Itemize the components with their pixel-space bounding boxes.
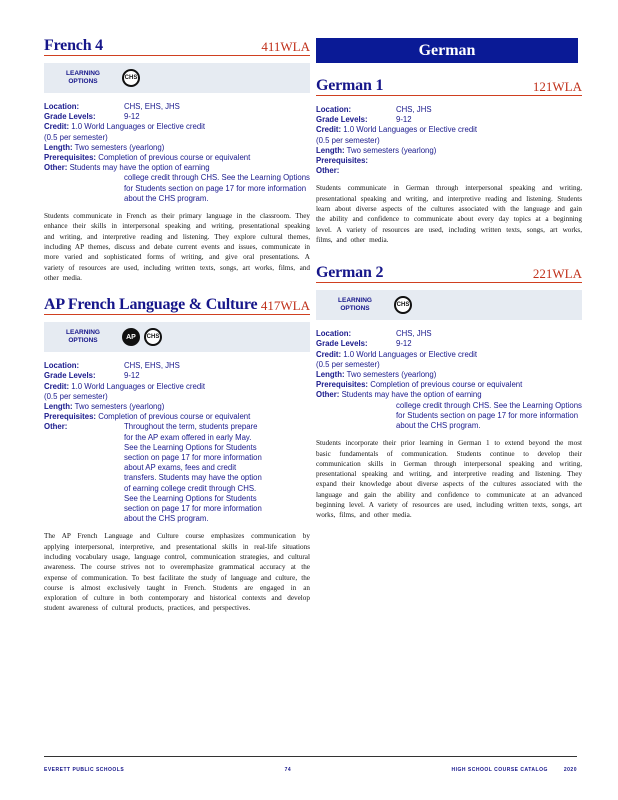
length-value: Two semesters (yearlong) bbox=[346, 370, 437, 380]
length-label: Length: bbox=[316, 145, 345, 155]
footer-right bbox=[452, 767, 577, 773]
badges bbox=[118, 69, 140, 87]
chs-badge-icon: CHS bbox=[122, 69, 140, 87]
french4-learning-options bbox=[44, 63, 310, 93]
grade-label: Grade Levels: bbox=[316, 339, 368, 349]
length-label: Length: bbox=[316, 370, 345, 380]
length-value: Two semesters (yearlong) bbox=[346, 145, 437, 155]
other-label: Other: bbox=[316, 390, 340, 400]
apfrench-info bbox=[44, 361, 310, 524]
credit-label: Credit: bbox=[316, 125, 342, 135]
prereq-label: Prerequisites: bbox=[316, 380, 369, 390]
page-footer bbox=[44, 756, 577, 773]
grade-label: Grade Levels: bbox=[44, 112, 96, 122]
credit-value: 1.0 World Languages or Elective credit bbox=[71, 381, 206, 391]
german-banner: German bbox=[316, 38, 578, 63]
credit-note: (0.5 per semester) bbox=[44, 132, 108, 142]
prereq-value: Completion of previous course or equivalent bbox=[98, 153, 251, 163]
footer-catalog: HIGH SCHOOL COURSE CATALOG bbox=[451, 767, 548, 773]
apfrench-header bbox=[44, 289, 310, 315]
footer-year: 2020 bbox=[563, 767, 577, 773]
french4-info bbox=[44, 102, 310, 204]
grade-label: Grade Levels: bbox=[44, 371, 96, 381]
apfrench-title: AP French Language & Culture bbox=[44, 296, 258, 314]
french4-header bbox=[44, 30, 310, 56]
credit-value: 1.0 World Languages or Elective credit bbox=[71, 122, 206, 132]
german1-header bbox=[316, 70, 582, 96]
badges bbox=[390, 296, 412, 314]
german2-code: 221WLA bbox=[532, 266, 582, 282]
ap-badge-icon: AP bbox=[122, 328, 140, 346]
french4-code: 411WLA bbox=[261, 39, 310, 54]
grade-value: 9-12 bbox=[396, 115, 412, 125]
prereq-value: Completion of previous course or equivalent bbox=[98, 412, 251, 422]
german2-header bbox=[316, 257, 582, 283]
footer-page-number: 74 bbox=[284, 767, 292, 773]
location-label: Location: bbox=[44, 361, 80, 371]
german1-description: Students communicate in German through interpersonal speaking and writing, presentational speaking and writing, and interpretive reading and listening. Students learn about diverse aspects of the cultures associated with the language and gain the ability and confidence to communicate about every day topics at a beginning level. A variety of resources are used, including written texts, songs, art works, films, and other media. bbox=[316, 184, 582, 244]
location-value: CHS, EHS, JHS bbox=[124, 361, 180, 371]
learning-options-label: LEARNING OPTIONS bbox=[66, 70, 100, 85]
learning-options-label: LEARNING OPTIONS bbox=[66, 329, 100, 345]
learning-options-label: LEARNING OPTIONS bbox=[338, 297, 372, 313]
french4-description: Students communicate in French as their primary language in the classroom. They enhance their skills in interpersonal speaking and writing, presentational speaking and writing, and interpretive reading and listening. They explore cultural themes, including AP themes, discuss and debate current events and issues, communicate in more varied and sophisticated forms of writing, and give oral presentations. A variety of resources are used, including written texts, songs, art works, films, and other media. bbox=[44, 212, 310, 282]
german2-learning-options bbox=[316, 290, 582, 320]
german2-info bbox=[316, 329, 582, 431]
german2-title: German 2 bbox=[316, 264, 384, 282]
apfrench-description: The AP French Language and Culture course emphasizes communication by applying interpersonal, interpretive, and presentational skills in real-life situations including vocabulary usage, language control, communication strategies, and cultural awareness. The course strives not to overemphasize grammatical accuracy at the expense of communication. To best facilitate the study of language and culture, the course is almost exclusively taught in French. Students are engaged in an exploration of culture in both contemporary and historical contexts and develop student awareness of cultural products, practices, and perspectives. bbox=[44, 532, 310, 613]
other-rest: college credit through CHS. See the Learning Options for Students section on page 17 for more information about the CHS program. bbox=[124, 173, 310, 203]
credit-label: Credit: bbox=[316, 349, 342, 359]
credit-value: 1.0 World Languages or Elective credit bbox=[343, 349, 478, 359]
grade-value: 9-12 bbox=[396, 339, 412, 349]
other-rest: college credit through CHS. See the Learning Options for Students section on page 17 for more information about the CHS program. bbox=[396, 400, 582, 431]
grade-value: 9-12 bbox=[124, 371, 140, 381]
location-value: CHS, EHS, JHS bbox=[124, 102, 180, 111]
prereq-value: Completion of previous course or equivalent bbox=[370, 380, 523, 390]
other-label: Other: bbox=[44, 422, 68, 432]
prereq-label: Prerequisites: bbox=[44, 412, 97, 422]
location-label: Location: bbox=[44, 102, 80, 111]
location-value: CHS, JHS bbox=[396, 329, 432, 339]
credit-note: (0.5 per semester) bbox=[44, 391, 108, 401]
length-value: Two semesters (yearlong) bbox=[74, 401, 165, 411]
right-column bbox=[316, 70, 582, 521]
grade-value: 9-12 bbox=[124, 112, 140, 122]
length-label: Length: bbox=[44, 142, 73, 152]
other-label: Other: bbox=[44, 163, 68, 173]
credit-label: Credit: bbox=[44, 381, 70, 391]
apfrench-learning-options bbox=[44, 322, 310, 352]
other-first: Students may have the option of earning bbox=[69, 163, 210, 173]
other-value: Throughout the term, students prepare for the AP exam offered in early May. See the Learning Options for Students section on page 17 for more information about AP exams, fees and credit transfers. Students may have the option of earning college credit through CHS. See the Learning Options for Students section on page 17 for more information about the CHS program. bbox=[124, 422, 262, 524]
other-first: Students may have the option of earning bbox=[341, 390, 482, 400]
credit-value: 1.0 World Languages or Elective credit bbox=[343, 125, 478, 135]
apfrench-code: 417WLA bbox=[260, 298, 310, 314]
chs-badge-icon: CHS bbox=[144, 328, 162, 346]
chs-badge-icon: CHS bbox=[394, 296, 412, 314]
location-label: Location: bbox=[316, 105, 352, 114]
left-column bbox=[44, 30, 310, 614]
other-label: Other: bbox=[316, 166, 340, 176]
german2-description: Students incorporate their prior learning in German 1 to extend beyond the most basic fundamentals of communication. Students continue to develop their communication skills in German through interpersonal speaking and writing, presentational speaking and writing, and interpretive reading and listening. They expand their knowledge about diverse aspects of the cultures associated with the language and gain the ability and confidence to communicate at an advanced beginning level. A variety of resources are used, including written texts, songs, art works, films, and other media. bbox=[316, 439, 582, 520]
french4-title: French 4 bbox=[44, 37, 103, 54]
footer-district: EVERETT PUBLIC SCHOOLS bbox=[44, 767, 125, 773]
german1-title: German 1 bbox=[316, 77, 384, 94]
location-value: CHS, JHS bbox=[396, 105, 432, 114]
length-label: Length: bbox=[44, 401, 73, 411]
credit-note: (0.5 per semester) bbox=[316, 135, 380, 145]
credit-note: (0.5 per semester) bbox=[316, 359, 380, 369]
credit-label: Credit: bbox=[44, 122, 70, 132]
badges bbox=[118, 328, 162, 346]
german1-info bbox=[316, 105, 582, 176]
german1-code: 121WLA bbox=[532, 79, 582, 94]
grade-label: Grade Levels: bbox=[316, 115, 368, 125]
location-label: Location: bbox=[316, 329, 352, 339]
length-value: Two semesters (yearlong) bbox=[74, 142, 165, 152]
prereq-label: Prerequisites: bbox=[316, 156, 369, 166]
prereq-label: Prerequisites: bbox=[44, 153, 97, 163]
